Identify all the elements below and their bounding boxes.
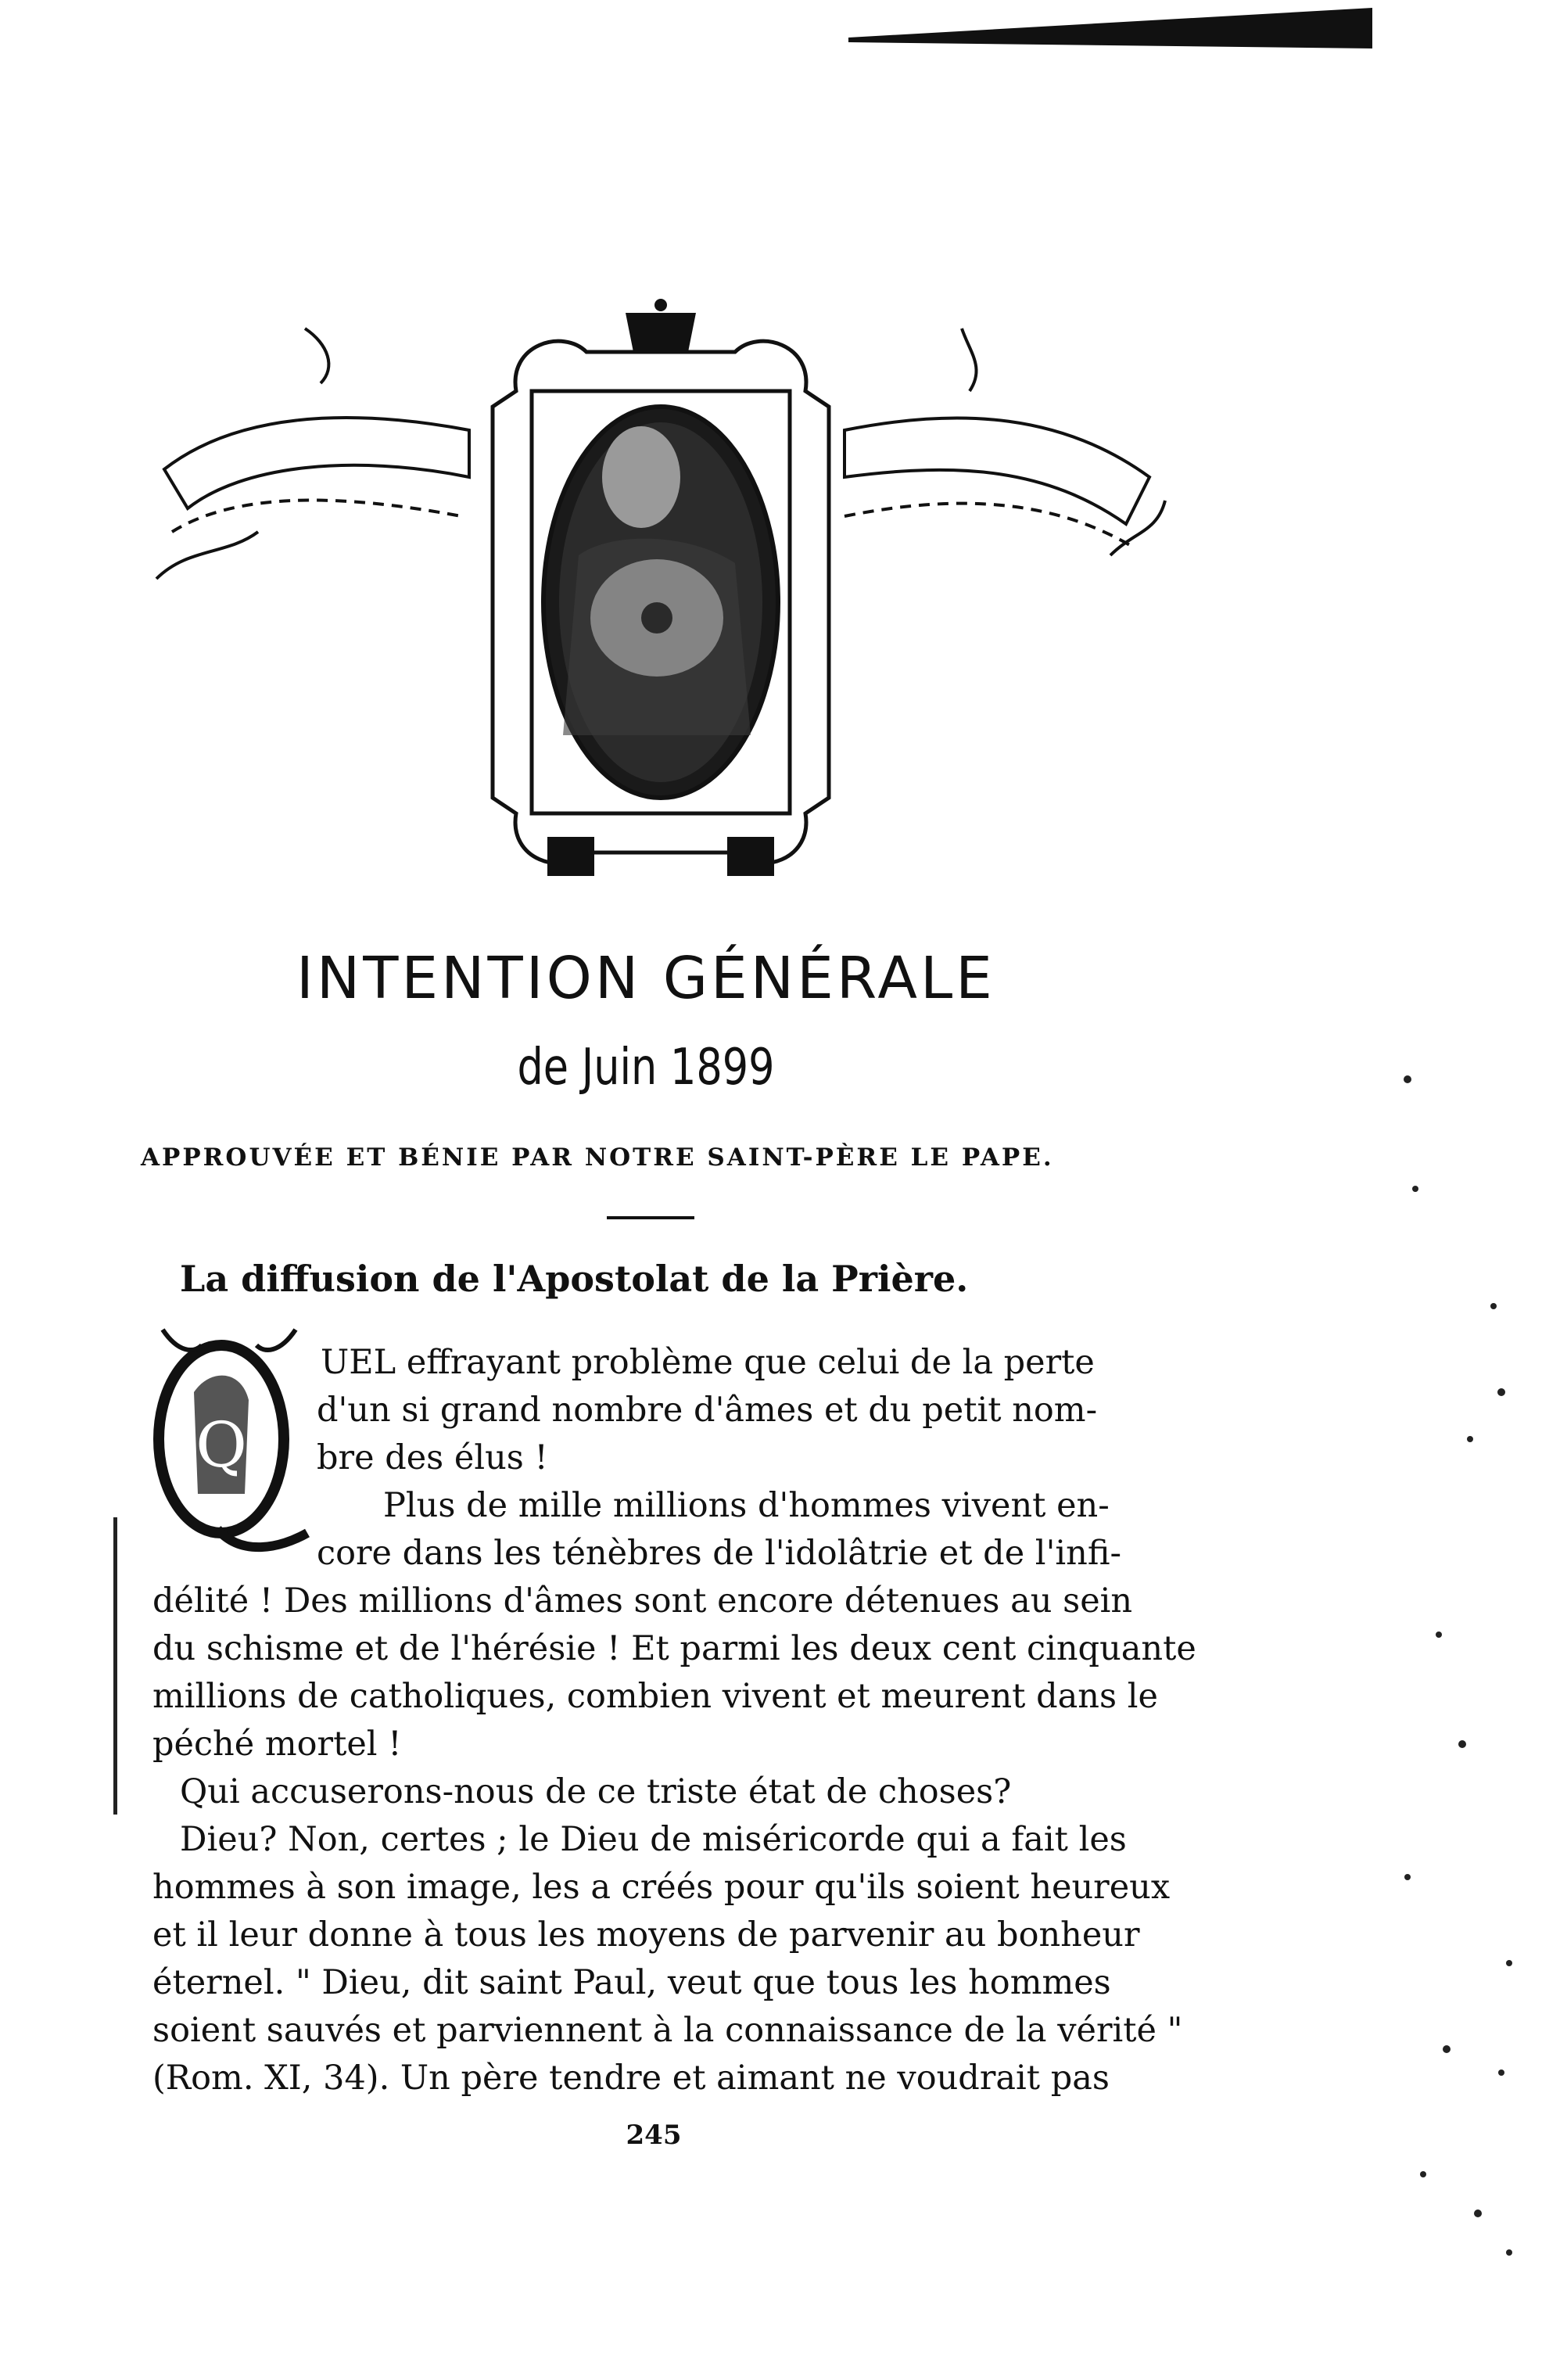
text-line: d'un si grand nombre d'âmes et du petit nom- — [317, 1391, 1098, 1430]
text-line: hommes à son image, les a créés pour qu'ils soient heureux — [152, 1868, 1171, 1907]
section-title: La diffusion de l'Apostolat de la Prière. — [180, 1258, 969, 1300]
drop-cap-letter: Q — [195, 1409, 247, 1481]
text-line: du schisme et de l'hérésie ! Et parmi les deux cent cinquante — [152, 1629, 1196, 1668]
text-line: péché mortel ! — [152, 1725, 402, 1764]
text-line: millions de catholiques, combien vivent et meurent dans le — [152, 1677, 1158, 1716]
text-line: soient sauvés et parviennent à la connaissance de la vérité " — [152, 2011, 1183, 2050]
text-line: (Rom. XI, 34). Un père tendre et aimant ne voudrait pas — [152, 2059, 1110, 2098]
text-line: délité ! Des millions d'âmes sont encore détenues au sein — [152, 1581, 1133, 1621]
sacred-heart-vignette — [141, 297, 1173, 923]
body-text — [152, 1339, 1196, 2102]
top-rule-ornament — [848, 8, 1372, 48]
divider-rule — [607, 1216, 694, 1219]
text-line: Dieu? Non, certes ; le Dieu de miséricorde qui a fait les — [180, 1820, 1127, 1859]
margin-scan-mark — [113, 1517, 117, 1815]
text-line: UEL effrayant problème que celui de la perte — [321, 1343, 1095, 1382]
text-line: et il leur donne à tous les moyens de parvenir au bonheur — [152, 1915, 1140, 1955]
page-heading: INTENTION GÉNÉRALE — [296, 945, 995, 1012]
page-subheading-date: de Juin 1899 — [517, 1039, 775, 1097]
text-line: éternel. " Dieu, dit saint Paul, veut que tous les hommes — [152, 1963, 1111, 2002]
text-line: core dans les ténèbres de l'idolâtrie et de l'infi- — [317, 1534, 1122, 1573]
text-line: bre des élus ! — [317, 1438, 548, 1477]
text-line: Plus de mille millions d'hommes vivent en- — [383, 1486, 1110, 1525]
approval-line: APPROUVÉE ET BÉNIE PAR NOTRE SAINT-PÈRE LE PAPE. — [141, 1143, 1054, 1172]
scan-speckles — [1392, 782, 1525, 2268]
page-number: 245 — [626, 2120, 682, 2151]
text-line: Qui accuserons-nous de ce triste état de choses? — [180, 1772, 1012, 1811]
